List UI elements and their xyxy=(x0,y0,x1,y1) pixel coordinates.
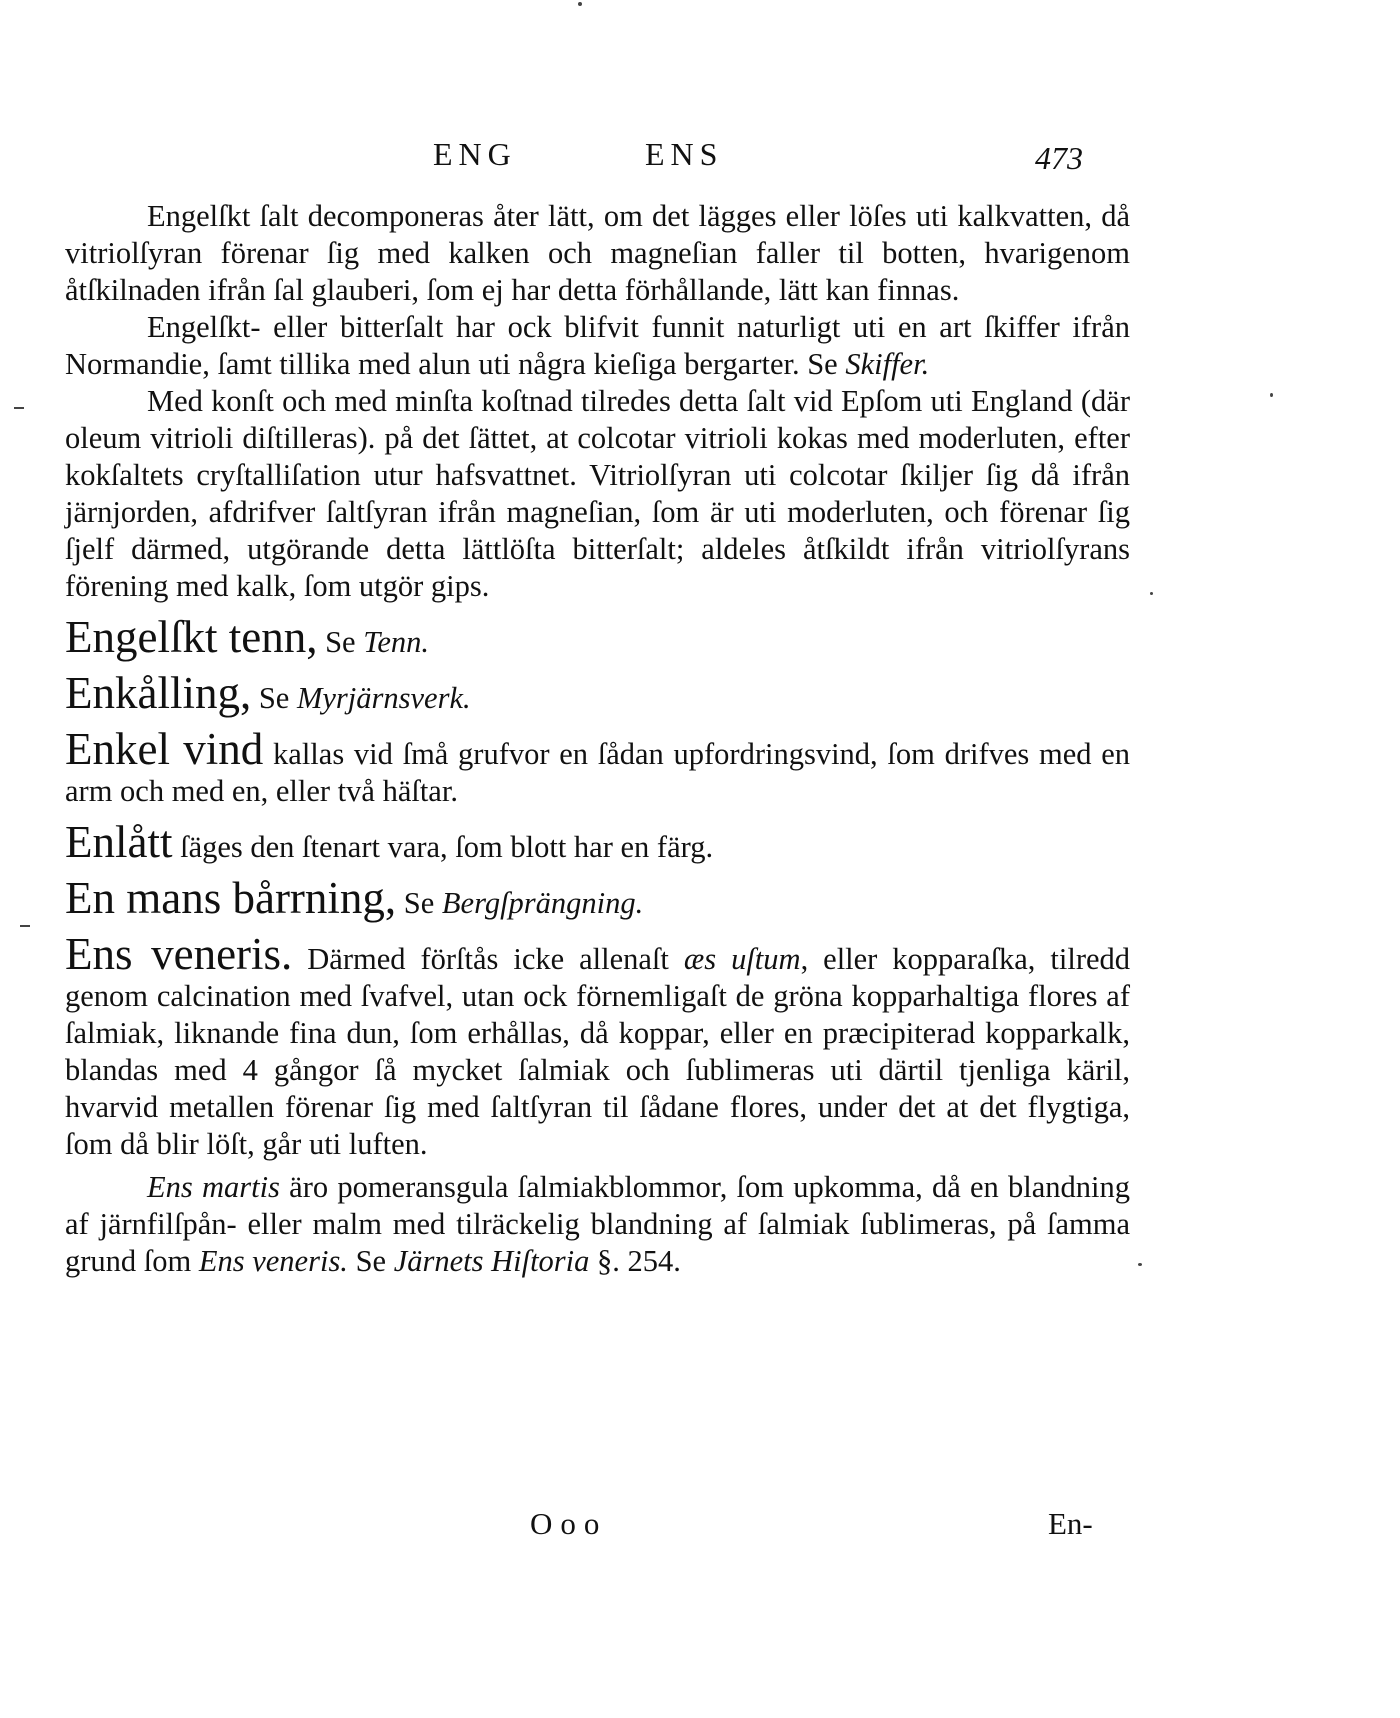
cross-reference: Bergſprängning. xyxy=(441,886,644,920)
italic-term: Ens veneris. xyxy=(198,1244,348,1278)
entry-headword: En mans bårrning, xyxy=(65,873,397,923)
entry-text: ſäges den ſtenart vara, ſom blott har en färg. xyxy=(180,830,714,864)
print-speck xyxy=(1138,1263,1142,1266)
running-header xyxy=(0,136,1400,176)
reference-label: Se xyxy=(325,625,356,659)
entry-headword: Enkel vind xyxy=(65,724,264,774)
entry-italic-term: æs uſtum xyxy=(683,942,801,976)
entry-text: Därmed förſtås icke allenaſt xyxy=(307,942,669,976)
print-speck xyxy=(20,925,30,927)
print-speck xyxy=(1270,393,1273,397)
entry-enlatt xyxy=(65,817,1130,867)
paragraph-engelskt-salt xyxy=(65,198,1130,309)
paragraph-text: Engelſkt ſalt decomponeras åter lätt, om det lägges eller löſes uti kalkvatten, då vitriolſyran förenar ſig med kalken och magneſian faller til botten, hvarigenom åtſkilnaden ifrån ſal glauberi, ſom ej har detta förhållande, lätt kan finnas. xyxy=(65,199,1130,307)
entry-ens-veneris xyxy=(65,929,1131,1163)
print-speck xyxy=(1150,592,1153,595)
cross-reference: Järnets Hiſtoria xyxy=(393,1244,590,1278)
paragraph-epsom xyxy=(65,383,1130,605)
signature-mark: Ooo xyxy=(530,1506,608,1541)
entry-headword: Enkålling, xyxy=(65,668,252,718)
page-body xyxy=(65,198,1130,1280)
cross-reference: Tenn. xyxy=(363,625,430,659)
entry-text: , eller kopparaſka, tilredd genom calcination med ſvafvel, utan ock förnemligaſt de gröna kopparhaltiga flores af ſalmiak, liknande fina dun, ſom erhållas, då koppar, eller en præcipiterad kopparkalk, blandas med 4 gångor ſå mycket ſalmiak och ſublimeras uti därtil tjenliga käril, hvarvid metallen förenar ſig med ſaltſyran til ſådane flores, under det at det flygtiga, ſom då blir löſt, går uti luften. xyxy=(65,942,1131,1161)
paragraph-bittersalt xyxy=(65,309,1130,383)
header-right-word: ENS xyxy=(645,136,724,172)
page-footer xyxy=(0,1506,1400,1546)
print-speck xyxy=(578,2,582,6)
entry-enkel-vind xyxy=(65,724,1131,810)
reference-label: Se xyxy=(355,1244,387,1278)
page-number: 473 xyxy=(1035,140,1083,176)
entry-headword: Engelſkt tenn, xyxy=(65,612,318,662)
reference-section: §. 254. xyxy=(597,1244,681,1278)
reference-label: Se xyxy=(403,886,435,920)
paragraph-text: Engelſkt- eller bitterſalt har ock blifvit funnit naturligt uti en art ſkiffer ifrån Normandie, ſamt tillika med alun uti några kieſiga bergarter. xyxy=(65,310,1130,381)
entry-enkalling xyxy=(65,668,1130,718)
header-left-word: ENG xyxy=(433,136,517,172)
reference-label: Se xyxy=(807,347,838,381)
entry-en-mans-barrning xyxy=(65,873,1130,923)
entry-engelskt-tenn xyxy=(65,612,1130,662)
entry-headword: Ens veneris. xyxy=(65,929,293,979)
paragraph-ens-martis xyxy=(65,1169,1130,1280)
entry-headword: Enlått xyxy=(65,817,173,867)
reference-label: Se xyxy=(258,681,290,715)
cross-reference: Myrjärnsverk. xyxy=(296,681,471,715)
cross-reference: Skiffer. xyxy=(845,347,930,381)
paragraph-text: Med konſt och med minſta koſtnad tilredes detta ſalt vid Epſom uti England (där oleum vitrioli diſtilleras). på det ſättet, at colcotar vitrioli kokas med moderluten, efter kokſaltets cryſtalliſation utur hafsvattnet. Vitriolſyran uti colcotar ſkiljer ſig då ifrån järnjorden, afdrifver ſaltſyran ifrån magneſian, ſom är uti moderluten, och förenar ſig ſjelf därmed, utgörande detta lättlöſta bitterſalt; aldeles åtſkildt ifrån vitriolſyrans förening med kalk, ſom utgör gips. xyxy=(65,384,1130,603)
italic-lead-term: Ens martis xyxy=(147,1170,280,1204)
paragraph-text: äro pomeransgula ſalmiakblommor, ſom upkomma, då en blandning af järnfilſpån- eller malm med tilräckelig blandning af ſalmiak ſublimeras, på ſamma grund ſom xyxy=(65,1170,1131,1278)
catchword: En- xyxy=(1048,1506,1093,1541)
print-speck xyxy=(14,407,24,409)
entry-text: kallas vid ſmå grufvor en ſådan upfordringsvind, ſom drifves med en arm och med en, eller två häſtar. xyxy=(65,737,1131,808)
